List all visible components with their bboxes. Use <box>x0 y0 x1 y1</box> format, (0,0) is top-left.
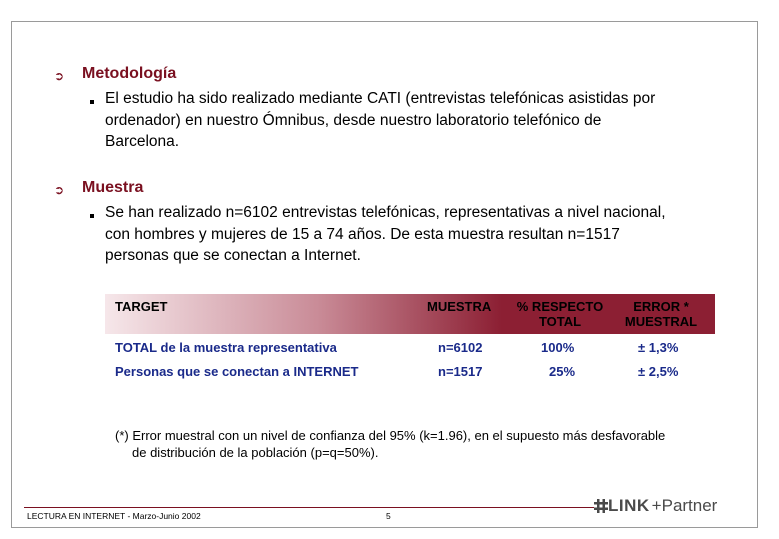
section-title-muestra: Muestra <box>82 179 144 196</box>
company-logo <box>594 495 717 517</box>
header-muestra: MUESTRA <box>427 299 492 314</box>
header-target: TARGET <box>115 299 168 314</box>
logo-link-text: LINK <box>608 496 650 515</box>
row-muestra: n=6102 <box>438 340 483 355</box>
row-error: ± 2,5% <box>638 364 679 379</box>
row-respecto: 25% <box>549 364 576 379</box>
row-muestra: n=1517 <box>438 364 483 379</box>
footer-page-number: 5 <box>386 511 391 521</box>
header-error <box>617 299 705 329</box>
paragraph-line: personas que se conectan a Internet. <box>105 247 361 264</box>
row-target: TOTAL de la muestra representativa <box>115 340 337 355</box>
header-respecto <box>513 299 607 329</box>
paragraph-line: ordenador) en nuestro Ómnibus, desde nuestro laboratorio telefónico de <box>105 111 602 129</box>
paragraph-line: Se han realizado n=6102 entrevistas telefónicas, representativas a nivel nacional, <box>105 204 666 221</box>
paragraph-line: con hombres y mujeres de 15 a 74 años. De esta muestra resultan n=1517 <box>105 225 620 243</box>
header-error-line2: MUESTRAL <box>624 314 698 329</box>
section-bullet-icon: ➲ <box>54 183 65 197</box>
header-error-line1: ERROR * <box>633 299 689 314</box>
logo-partner-text: +Partner <box>651 496 718 515</box>
section-bullet-icon: ➲ <box>54 69 65 83</box>
paragraph-line: El estudio ha sido realizado mediante CATI (entrevistas telefónicas asistidas por <box>105 90 656 107</box>
square-bullet-icon <box>90 100 94 104</box>
row-respecto: 100% <box>541 340 575 355</box>
paragraph-line: Barcelona. <box>105 133 180 150</box>
footnote-line1: (*) Error muestral con un nivel de confianza del 95% (k=1.96), en el supuesto más desfavorable <box>115 428 666 443</box>
footer-divider <box>24 507 594 508</box>
metodologia-paragraph <box>105 88 655 153</box>
row-target: Personas que se conectan a INTERNET <box>115 364 359 379</box>
link-logo-icon <box>594 499 608 513</box>
row-error: ± 1,3% <box>638 340 679 355</box>
section-title-metodologia: Metodología <box>82 65 177 82</box>
footer-title: LECTURA EN INTERNET - Marzo-Junio 2002 <box>27 511 201 521</box>
footnote-line2: de distribución de la población (p=q=50%). <box>132 445 379 460</box>
square-bullet-icon <box>90 214 94 218</box>
header-respecto-line1: % RESPECTO <box>516 299 604 314</box>
muestra-paragraph <box>105 202 666 267</box>
header-respecto-line2: TOTAL <box>538 314 582 329</box>
